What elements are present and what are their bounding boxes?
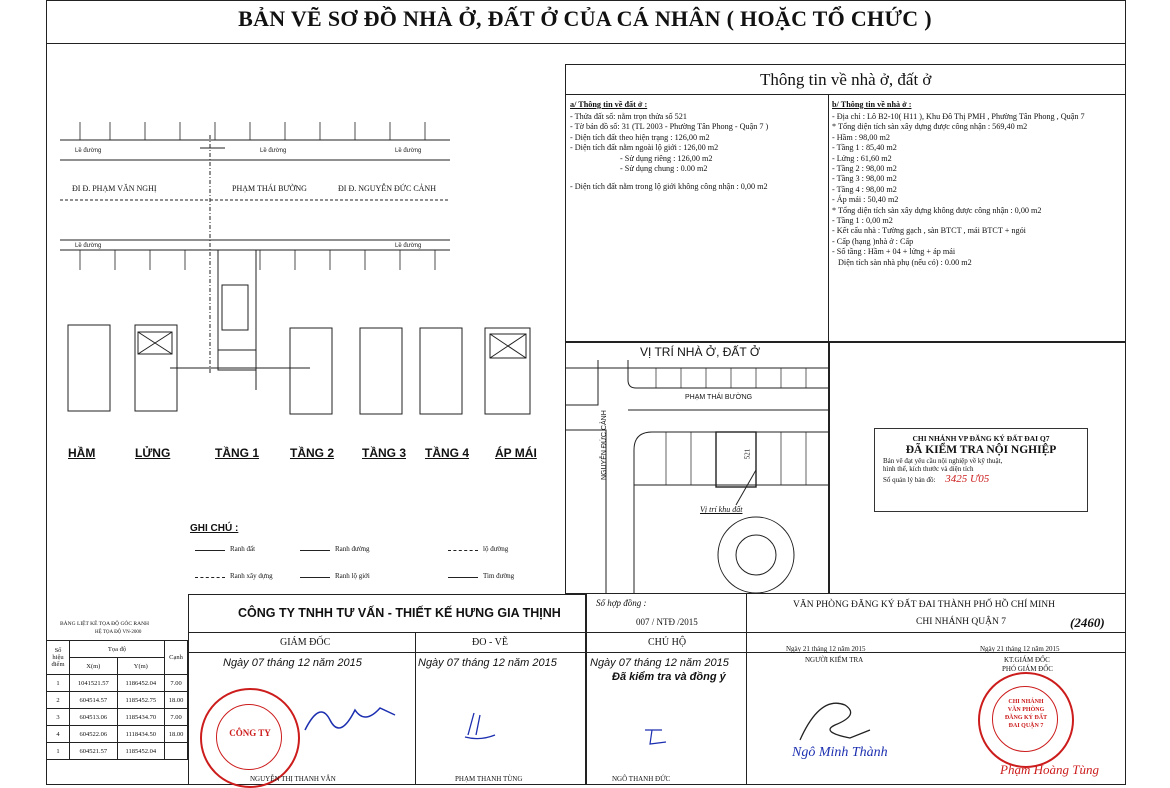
house-info-line: - Tầng 4 : 98,00 m2 [832, 184, 897, 194]
legend-line-ranh-xay-dung [195, 577, 225, 578]
coord-point: 4 [47, 726, 70, 743]
owner-label: CHỦ HỘ [648, 637, 687, 648]
owner-date: Ngày 07 tháng 12 năm 2015 [590, 657, 729, 669]
company-row-divider [188, 632, 1126, 633]
table-row [47, 743, 188, 760]
company-seal [200, 688, 300, 788]
coord-point: 2 [47, 692, 70, 709]
coords-table [46, 640, 188, 760]
svg-text:Lề đường: Lề đường [260, 148, 287, 154]
floor-label-tang4: TẦNG 4 [425, 446, 470, 460]
legend-line-lo-duong [448, 550, 478, 551]
location-side-street: NGUYỄN ĐỨC CẢNH [601, 410, 608, 480]
legend-line-tim-duong [448, 577, 478, 578]
coord-y: 1185452.75 [117, 692, 164, 709]
floor-label-tang3: TẦNG 3 [362, 446, 407, 460]
deputy-role2: PHÓ GIÁM ĐỐC [1002, 665, 1053, 673]
road-label-left: ĐI Đ. PHẠM VĂN NGHỊ [72, 184, 157, 193]
legend-tim-duong: Tim đường [483, 572, 515, 580]
stamp-line5 [883, 473, 1087, 485]
coord-x: 604521.57 [70, 743, 118, 760]
road-label-right: ĐI Đ. NGUYỄN ĐỨC CẢNH [338, 184, 436, 193]
owner-signature [640, 720, 670, 750]
house-info-list [832, 112, 1122, 268]
house-info-line: - Tầng 1 : 0,00 m2 [832, 216, 893, 226]
coord-point: 3 [47, 709, 70, 726]
coord-x: 604522.06 [70, 726, 118, 743]
coord-point: 1 [47, 743, 70, 760]
location-lot-number: 521 [743, 448, 752, 460]
coords-col-x: X(m) [70, 658, 118, 675]
land-info-line: - Tờ bản đồ số: 31 (TL 2003 - Phường Tân Phong - Quận 7 ) [570, 122, 769, 132]
land-info-line: - Thửa đất số: nằm trọn thửa số 521 [570, 112, 687, 121]
road-label-mid: PHẠM THÁI BƯỜNG [232, 184, 307, 193]
house-info-line: - Tầng 2 : 98,00 m2 [832, 164, 897, 174]
house-info-line: - Hầm : 98,00 m2 [832, 132, 890, 142]
legend-ranh-dat: Ranh đất [230, 545, 256, 553]
coords-col-point: Số hiệu điểm [47, 641, 70, 675]
house-info-line: - Kết cấu nhà : Tường gạch , sàn BTCT , mái BTCT + ngói [832, 226, 1026, 236]
stamp-line4: hình thể, kích thước và diện tích [883, 465, 974, 473]
director-label: GIÁM ĐỐC [280, 637, 331, 648]
house-info-line: - Số tầng : Hầm + 04 + lửng + áp mái [832, 247, 956, 257]
coords-subheading: HỆ TỌA ĐỘ VN-2000 [95, 630, 142, 635]
info-heading: Thông tin về nhà ở, đất ở [760, 70, 932, 89]
contract-label: Số hợp đồng : [596, 598, 647, 608]
deputy-date: Ngày 21 tháng 12 năm 2015 [980, 645, 1060, 653]
house-info-line: * Tổng diện tích sàn xây dựng được công nhận : 569,40 m2 [832, 122, 1028, 132]
floor-label-tang1: TẦNG 1 [215, 446, 260, 460]
checker-name: Ngô Minh Thành [792, 745, 888, 760]
company-col-split [415, 632, 416, 785]
coords-col-group: Tọa độ [70, 641, 165, 658]
house-info-line: Diện tích sàn nhà phụ (nếu có) : 0.00 m2 [838, 257, 972, 267]
director-name: NGUYỄN THỊ THANH VÂN [250, 775, 336, 783]
legend-line-ranh-lo-gioi [300, 577, 330, 578]
svg-text:Lề đường: Lề đường [75, 148, 102, 154]
coord-edge: 18.00 [165, 692, 188, 709]
floor-label-apmai: ÁP MÁI [495, 446, 537, 460]
verification-stamp [874, 428, 1088, 512]
stamp-line2: ĐÃ KIỂM TRA NỘI NGHIỆP [905, 444, 1057, 456]
location-street: PHẠM THÁI BƯỜNG [685, 394, 753, 401]
drawer-date: Ngày 07 tháng 12 năm 2015 [418, 657, 557, 669]
office-seal [978, 672, 1074, 768]
coord-x: 604514.57 [70, 692, 118, 709]
floor-label-tang2: TẦNG 2 [290, 446, 335, 460]
land-info-line: - Diện tích đất nằm ngoài lộ giới : 126,00 m2 [570, 143, 719, 153]
deputy-role1: KT.GIÁM ĐỐC [1004, 656, 1050, 664]
house-info-line: - Tầng 3 : 98,00 m2 [832, 174, 897, 184]
coords-header-row [47, 641, 188, 658]
svg-text:Lề đường: Lề đường [395, 243, 422, 249]
house-info-line: - Cấp (hạng )nhà ở : Cấp [832, 236, 914, 246]
checker-label: NGƯỜI KIỂM TRA [805, 656, 864, 664]
land-info-line: - Diện tích đất theo hiện trạng : 126,00 m2 [570, 132, 710, 142]
coord-edge: 7.00 [165, 709, 188, 726]
coord-x: 1041521.57 [70, 675, 118, 692]
info-panel-split [828, 94, 829, 342]
owner-confirm: Đã kiểm tra và đồng ý [612, 671, 726, 683]
info-panel-divider [565, 94, 1126, 95]
coord-edge [165, 743, 188, 760]
checker-date: Ngày 21 tháng 12 năm 2015 [786, 645, 866, 653]
owner-col-split [586, 594, 587, 785]
office-name: VĂN PHÒNG ĐĂNG KÝ ĐẤT ĐAI THÀNH PHỐ HỒ CHÍ MINH [793, 600, 1055, 610]
house-info-line: - Áp mái : 50,40 m2 [832, 195, 899, 205]
contract-number: 007 / NTĐ /2015 [636, 617, 698, 627]
company-seal-text: CÔNG TY [229, 728, 271, 738]
table-row [47, 726, 188, 743]
document-title: BẢN VẼ SƠ ĐỒ NHÀ Ở, ĐẤT Ở CỦA CÁ NHÂN ( HOẶC TỔ CHỨC ) [238, 6, 932, 31]
office-col-split [746, 594, 747, 785]
draw-label: ĐO - VẼ [472, 637, 508, 648]
legend-line-ranh-dat [195, 550, 225, 551]
table-row [47, 709, 188, 726]
location-heading: VỊ TRÍ NHÀ Ở, ĐẤT Ở [640, 345, 761, 359]
office-branch: CHI NHÁNH QUẬN 7 [916, 617, 1006, 627]
land-info-line: - Diện tích đất nằm trong lộ giới không công nhận : 0,00 m2 [570, 182, 768, 192]
land-info-heading: a/ Thông tin về đất ở : [570, 100, 648, 109]
land-info-list [570, 112, 825, 193]
director-date: Ngày 07 tháng 12 năm 2015 [223, 657, 362, 669]
svg-text:Lề đường: Lề đường [395, 148, 422, 154]
svg-text:Lề đường: Lề đường [75, 243, 102, 249]
location-area-label: Vị trí khu đất [700, 505, 743, 514]
legend-line-ranh-duong [300, 550, 330, 551]
legend-ranh-duong: Ranh đường [335, 545, 370, 553]
legend-ranh-lo-gioi: Ranh lộ giới [335, 572, 370, 580]
stamp-map-number: 3425 Ư05 [945, 473, 990, 485]
coord-y: 1185434.70 [117, 709, 164, 726]
house-info-line: - Tầng 1 : 85,40 m2 [832, 143, 897, 153]
coord-y: 1118434.50 [117, 726, 164, 743]
stamp-line3: Bản vẽ đạt yêu cầu nội nghiệp về kỹ thuật, [883, 457, 1003, 465]
stamp-line5-label: Số quản lý bản đồ: [883, 476, 936, 484]
house-info-line: - Lửng : 61,60 m2 [832, 153, 892, 163]
coords-heading: BẢNG LIỆT KÊ TỌA ĐỘ GÓC RANH [60, 621, 150, 627]
director-signature [300, 690, 400, 740]
deputy-name: Phạm Hoàng Tùng [1000, 762, 1099, 777]
stamp-line1: CHI NHÁNH VP ĐĂNG KÝ ĐẤT ĐAI Q7 [912, 434, 1050, 443]
coord-point: 1 [47, 675, 70, 692]
house-info-heading: b/ Thông tin về nhà ở : [832, 100, 912, 109]
office-code: (2460) [1070, 615, 1105, 630]
coords-col-edge: Cạnh [165, 641, 188, 675]
legend-heading: GHI CHÚ : [190, 523, 239, 534]
site-plan-drawing [50, 100, 555, 450]
drawer-signature [460, 705, 500, 745]
house-info-line: - Địa chỉ : Lô B2-10( H11 ), Khu Đô Thị PMH , Phường Tân Phong , Quận 7 [832, 112, 1085, 121]
coord-edge: 18.00 [165, 726, 188, 743]
table-row [47, 675, 188, 692]
company-name: CÔNG TY TNHH TƯ VẤN - THIẾT KẾ HƯNG GIA THỊNH [238, 606, 561, 620]
office-seal-text: CHI NHÁNH VĂN PHÒNG ĐĂNG KÝ ĐẤT ĐAI QUẬN 7 [1004, 699, 1048, 729]
land-info-line: - Sử dụng riêng : 126,00 m2 [620, 153, 713, 163]
land-info-line: - Sử dụng chung : 0.00 m2 [620, 164, 708, 174]
table-row [47, 692, 188, 709]
floor-label-lung: LỬNG [135, 446, 171, 460]
coords-col-y: Y(m) [117, 658, 164, 675]
checker-signature [790, 690, 880, 750]
coord-y: 1185452.04 [117, 743, 164, 760]
house-info-line: * Tổng diện tích sàn xây dựng không được công nhận : 0,00 m2 [832, 205, 1042, 215]
title-divider [46, 43, 1126, 44]
drawer-name: PHẠM THANH TÙNG [455, 775, 523, 783]
coord-x: 604513.06 [70, 709, 118, 726]
floor-label-ham: HẦM [68, 446, 96, 460]
coord-y: 1186452.04 [117, 675, 164, 692]
coord-edge: 7.00 [165, 675, 188, 692]
owner-name: NGÔ THANH ĐỨC [612, 775, 671, 783]
legend-lo-duong: lộ đường [483, 545, 509, 553]
legend-ranh-xay-dung: Ranh xây dựng [230, 572, 273, 580]
